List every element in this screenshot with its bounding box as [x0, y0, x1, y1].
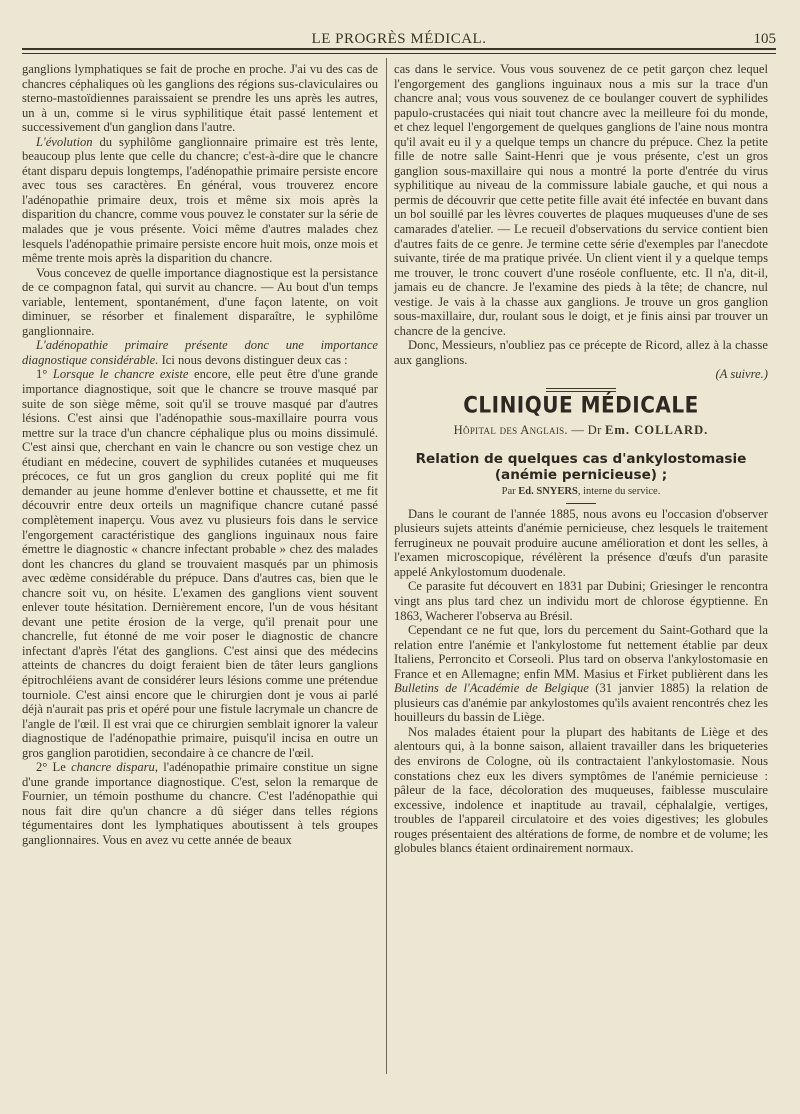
paragraph-text: (31 janvier 1885) la relation de plusieurs cas d'anémie par ankylostomes qu'ils avaient rencontrés chez les houilleurs du bassin de Liège.: [394, 681, 768, 725]
paragraph: Donc, Messieurs, n'oubliez pas ce précepte de Ricord, allez à la chasse aux ganglions.: [394, 338, 768, 367]
paragraph: [394, 623, 768, 725]
paragraph: cas dans le service. Vous vous souvenez de ce petit garçon chez lequel l'engorgement des ganglions inguinaux nous a mis sur la trace d'un chancre anal; vous vous souvenez de ce boulanger couvert de syphilides papulo-crustacées qui niait tout chancre avec la meilleure foi du monde, et chez lequel l'engorgement de quelques ganglions de l'aine nous montra qu'il avait eu il y a quelque temps un chancre du prépuce. Chez la petite fille de notre salle Saint-Henri que je vous présente, c'est un gros ganglion sous-maxillaire qui nous a montré la porte d'entrée du virus syphilitique au niveau de la commissure labiale gauche, et qui nous a permis de découvrir que cette petite fille avait été infectée en buvant dans un bol souillé par les lèvres couvertes de plaques muqueuses d'une de ses camarades d'atelier. — Le recueil d'observations du service contient bien d'autres faits de ce genre. Je termine cette série d'exemples par l'anecdote suivante, tirée de ma pratique privée. Un client vient il y a quelque temps me trouver, le tronc couvert d'une roséole confluente, etc. Il n'a, dit-il, jamais eu de chancre. Je l'examine des pieds à la tête; de chancre, nul vestige. Je vais à la chasse aux ganglions. Je trouve un gros ganglion sous-maxillaire, dur, roulant sous le doigt, et je finis ainsi par trouver un chancre de la gencive.: [394, 62, 768, 338]
header-rule-thin: [22, 53, 776, 54]
italic-text: L'adénopathie primaire présente donc une importance diagnostique considérable.: [22, 338, 378, 367]
byline-suffix: , interne du service.: [577, 486, 661, 498]
page-number: 105: [753, 31, 776, 47]
paragraph: Vous concevez de quelle importance diagnostique est la persistance de ce compagnon fatal, qui survit au chancre. — Au bout d'un temps variable, lentement, spontanément, d'une façon latente, on voit diminuer, se résorber et finalement disparaître, le syphilôme ganglionnaire.: [22, 265, 378, 338]
paragraph: [22, 760, 378, 847]
doctor-name: Em. COLLARD.: [605, 422, 709, 437]
paragraph: [22, 135, 378, 266]
italic-text: Lorsque le chancre existe: [52, 367, 189, 382]
list-number: 2°: [36, 760, 48, 775]
article-title-line: (anémie pernicieuse) ;: [494, 467, 668, 484]
paragraph: ganglions lymphatiques se fait de proche en proche. J'ai vu des cas de chancres céphaliques où les ganglions des régions sus-claviculaires ou sterno-mastoïdiennes paraissaient se prendre les uns après les autres, un à un, comme si le virus syphilitique était passé lentement et successivement d'un ganglion dans l'autre.: [22, 62, 378, 135]
byline-prefix: Par: [501, 486, 519, 498]
left-column: [22, 62, 378, 848]
paragraph: Ce parasite fut découvert en 1831 par Dubini; Griesinger le rencontra vingt ans plus tard chez un individu mort de chlorose égyptienne. En 1863, Wacherer l'observa au Brésil.: [394, 579, 768, 623]
hospital-name: Hôpital des Anglais.: [453, 422, 568, 437]
paragraph: [22, 338, 378, 367]
paragraph-text: du syphilôme ganglionnaire primaire est très lente, beaucoup plus lente que celle du chancre; c'est-à-dire que le chancre étant disparu depuis longtemps, l'adénopathie primaire persiste encore avec tous ses caractères. En général, vous trouverez encore l'adénopathie primaire deux, trois et même six mois après la disparition du chancre, comme vous pouvez le constater sur la série de malades que je vous présente. Voici même d'autres malades chez lesquels l'adénopathie primaire persiste encore huit mois, onze mois et même trente mois après la disparition du chancre.: [22, 134, 378, 266]
italic-text: L'évolution: [36, 134, 93, 149]
paragraph: Nos malades étaient pour la plupart des habitants de Liège et des alentours qui, à la bonne saison, allaient travailler dans les briqueteries des environs de Cologne, où ils contractaient l'ankylostomasie. Nous constations chez eux les divers symptômes de l'anémie pernicieuse : pâleur de la face, décoloration des muqueuses, faiblesse musculaire excessive, indolence et inaptitude au travail, céphalalgie, vertiges, troubles de l'appareil circulatoire et des voies digestives; les globules rouges présentaient des altérations de forme, de nombre et de volume; les globules blancs étaient ordinairement normaux.: [394, 724, 768, 856]
byline: [394, 485, 768, 500]
right-column: [394, 62, 768, 856]
italic-text: chancre disparu: [71, 760, 155, 775]
paragraph-text: Cependant ce ne fut que, lors du percement du Saint-Gothard que la relation entre l'anémie et l'ankylostome fut nettement établie par deux Italiens, Perroncito et Corseoli. Plus tard on observa l'ankylostomasie en France et en Allemagne; enfin MM. Masius et Firket publièrent dans les: [394, 623, 768, 681]
author-name: Ed. SNYERS: [518, 486, 578, 498]
paragraph: Dans le courant de l'année 1885, nous avons eu l'occasion d'observer plusieurs sujets atteints d'anémie pernicieuse, chez lesquels le traitement ferrugineux ne pouvait produire aucune amélioration et dont les selles, à l'examen microscopique, révélèrent la présence d'œufs d'un parasite appelé Ankylostomum duodenale.: [394, 506, 768, 579]
journal-title: LE PROGRÈS MÉDICAL.: [311, 31, 487, 47]
article-title-line: Relation de quelques cas d'ankylostomasie: [415, 451, 747, 468]
paragraph-text: Ici nous devons distinguer deux cas :: [158, 352, 348, 367]
article-title: [394, 451, 768, 483]
paragraph-text: Le: [47, 760, 72, 775]
byline-separator: [566, 503, 596, 504]
paragraph-text: encore, elle peut être d'une grande importance diagnostique, soit que le chancre se trouve masqué par suite de son siège même, soit qu'il se trouve masqué par d'autres lésions. C'est ainsi que l'adénopathie sous-maxillaire pourra vous mettre sur la trace d'un chancre céphalique plus ou moins dissimulé. C'est ainsi que, cherchant en vain le chancre ou son vestige chez un étudiant en médecine, couvert de syphilides cutanées et muqueuses précoces, ce fut un gros ganglion du creux poplité qui me fit demander au jeune homme d'enlever bottine et chaussette, et me fit découvrir entre deux orteils un magnifique chancre cutané passé complètement inaperçu. Vous avez vu plusieurs fois dans le service l'engorgement caractéristique des ganglions inguinaux nous faire émettre le diagnostic « chancre infectant probable » chez des malades dont les chancres du gland se trouvaient masqués par un phimosis avec œdème considérable du prépuce. Dans d'autres cas, bien que le chancre soit vu, on hésite. L'examen des ganglions vient souvent enlever toute hésitation. Dernièrement encore, l'un de vous hésitant devant une petite érosion de la verge, qu'il prenait pour une chancrelle, fut étonné de me voir poser le diagnostic de chancre infectant d'après l'état des ganglions. C'est ainsi que des médecins atteints de chancres du doigt feraient bien de tâter leurs ganglions épitrochléiens avant de considérer leurs lésions comme une prétendue tourniole. C'est ainsi encore que le chirurgien dont je vous ai parlé déjà n'aurait pas pris et opéré pour une fistule lacrymale un chancre de l'angle de l'œil. Il est vrai que ce chirurgien semblait ignorer la valeur diagnostique de l'adénopathie primaire, puisqu'il incisa en outre un gros ganglion parotidien, secondaire à ce chancre de l'œil.: [22, 367, 378, 760]
column-divider: [386, 58, 387, 1074]
to-be-continued: (A suivre.): [715, 367, 768, 382]
dash: —: [567, 422, 588, 437]
paragraph-text: , l'adénopathie primaire constitue un signe d'une grande importance diagnostique. C'est, selon la remarque de Fournier, un témoin posthume du chancre. C'est l'adénopathie qui nous fait dire qu'un chancre a dû siéger dans telles régions tégumentaires dont les lymphatiques aboutissent à tels groupes ganglionnaires. Vous en avez vu cette année de beaux: [22, 760, 378, 847]
signoff-line: [394, 367, 768, 382]
header-rule-thick: [22, 48, 776, 50]
doctor-title: Dr: [587, 422, 606, 437]
paragraph: [22, 367, 378, 760]
section-title: CLINIQUE MÉDICALE: [463, 391, 699, 419]
list-number: 1°: [36, 367, 48, 382]
italic-text: Bulletins de l'Académie de Belgique: [394, 681, 589, 696]
hospital-line: [394, 423, 768, 438]
